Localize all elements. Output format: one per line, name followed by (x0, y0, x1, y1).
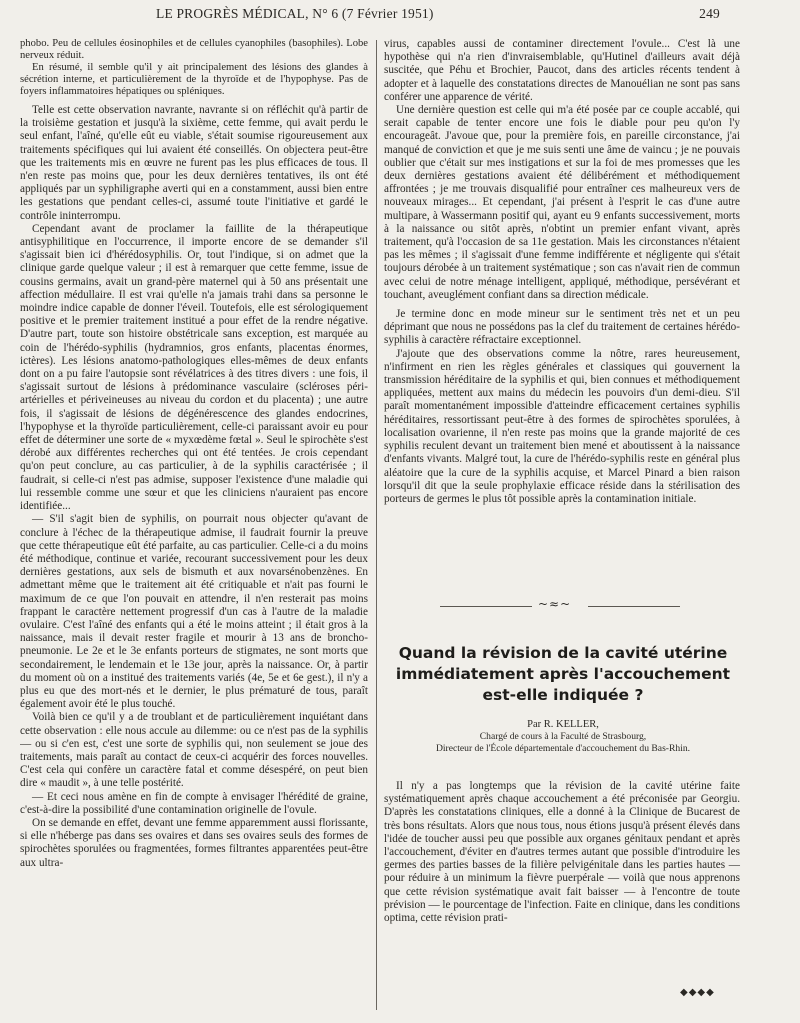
paragraph: Voilà bien ce qu'il y a de troublant et de particulièrement inquiétant dans cette observation : elle nous accule au dilemme: ou ce n'est pas de la syphilis — ou si c'en est, c'est une sorte de syphilis qui, non seulement se joue des traitements, mais paraît au contact de ceux-ci acquérir des forces nouvelles. C'est cela qui confère un caractère fatal et comme désespéré, on peut bien dire « maudit », à une telle postérité. (20, 711, 368, 790)
article-body (384, 780, 740, 925)
affiliation: Directeur de l'École départementale d'accouchement du Bas-Rhin. (435, 743, 691, 754)
paragraph: Cependant avant de proclamer la faillite de la thérapeutique antisyphilitique en l'occurrence, il importe encore de se demander s'il s'agissait bien ici d'hérédosyphilis. Or, tout l'indique, si on admet que la clinique garde quelque valeur ; il est à remarquer que cette femme, issue de cousins germains, avait un grand-père maternel qui à 50 ans présentait une affection médullaire. Il est vrai qu'elle n'a jamais trahi dans sa personne le moindre indice capable de donner l'éveil. Toutefois, elle est sérologiquement positive et le premier traitement institué a pour effet de la rendre négative. D'autre part, toute son histoire obstétricale sans exception, est marquée au coin de l'hérédo-syphilis (hydramnios, gros enfants, placentas énormes, ictères). Les lésions anatomo-pathologiques elles-mêmes de deux enfants dont on a pu faire l'autopsie sont révélatrices à des titres divers : une fois, il s'agissait surtout de lésions à prédominance vasculaire (scléroses péri-artérielles et périveineuses au niveau du cordon et du placenta) ; une autre fois, il s'agissait de lésions de dégénérescence des glandes endocrines, l'hypophyse et la thyroïde particulièrement, celle-ci paraissant avoir eu pour effet de déterminer une sorte de « myxœdème fœtal ». Seul le spirochète s'est dérobé aux différentes recherches qui ont été tentées. Je crois cependant qu'on peut conclure, au cas particulier, à de la syphilis caractérisée ; il faudrait, si celle-ci n'est pas admise, supposer l'existence d'une maladie qui lui ressemble comme une sœur et que les cliniciens n'auraient pas encore identifiée... (20, 222, 368, 513)
title-line: immédiatement après l'accouchement (395, 665, 731, 683)
section-ornament (440, 597, 680, 611)
page-number: 249 (699, 6, 720, 21)
author-name: R. KELLER, (543, 719, 599, 730)
column-divider (376, 40, 377, 1010)
paragraph: Une dernière question est celle qui m'a été posée par ce couple accablé, qui serait capable de tenter encore une fois le diable pour peu qu'on l'y encourageât. J'avoue que, pour la première fois, en pareille circonstance, j'ai manqué de conviction et que je me suis senti une âme de vaincu ; je ne pouvais oublier que c'était sur mes instigations et sur la foi de mes promesses que les deux dernières gestations avaient été délibérément et méthodiquement affrontées ; je me trouvais disqualifié pour entraîner ces malheureux vers de nouveaux mirages... Et cependant, j'ai présent à l'esprit le cas d'une autre multipare, à Wassermann positif qui, ayant eu 9 enfants successivement, morts à la naissance ou sitôt après, n'obtint un premier enfant vivant, après traitement, qu'à l'occasion de sa 11e gestation. Mais les circonstances n'étaient pas les mêmes ; il s'agissait d'une femme indifférente et négligente qui s'était toujours dérobée à un traitement systématique ; son cas n'avait rien de commun avec celui de notre ménage intelligent, appliqué, méthodique, persévérant et touchant, aveuglément confiant dans sa direction médicale. (384, 104, 740, 301)
paragraph: Il n'y a pas longtemps que la révision de la cavité utérine faite systématiquement après chaque accouchement a été préconisée par Georgiu. D'après les constatations cliniques, elle a donné à la Clinique de Bucarest de très bons résultats. Alors que nous tous, nous étions jusqu'à présent élevés dans l'idée de toucher aussi peu que possible aux organes génitaux pendant et après l'accouchement, d'éviter en d'autres termes autant que possible d'introduire les germes des parties basses de la filière pelvigénitale dans les parties hautes — pour réduire à un minimum la fièvre puerpérale — voilà que nous apprenons que cette révision systématique avait fait baisser — à l'encontre de toute prévision — le pourcentage de l'infection. Faite en clinique, dans les conditions optima, cette révision prati- (384, 780, 740, 925)
running-header (26, 6, 720, 28)
affiliation: Chargé de cours à la Faculté de Strasbourg, (479, 731, 647, 742)
paragraph: — S'il s'agit bien de syphilis, on pourrait nous objecter qu'avant de conclure à l'échec de la thérapeutique admise, il faudrait fournir la preuve que cette thérapeutique eût été parfaite, au cas particulier. Celle-ci a du moins été méthodique, continue et variée, recourant successivement pour les deux dernières gestations, aux sels de bismuth et aux novarsénobenzènes. En admettant même que le traitement ait été critiquable et n'ait pas fourni le maximum de ce que l'on pouvait en attendre, il n'en resterait pas moins frappant le caractère nettement progressif d'un cas à l'autre de la maladie ovulaire. C'est l'aîné des enfants qui a été le moins atteint ; il était gros à la naissance, mais il devait rester fragile et mourir à 13 ans de broncho-pneumonie. Le 2e et le 3e enfants porteurs de stigmates, ne sont morts que secondairement, le lendemain et le 13e jour, après la naissance. Or, à partir du moment où on a institué des traitements variés (4e, 5e et 6e gest.), il n'y a plus eu que des mort-nés et le dernier, le plus prématuré de tous, paraît également avoir été le plus touché. (20, 513, 368, 711)
paragraph: On se demande en effet, devant une femme apparemment aussi florissante, si elle n'héberge pas dans ses ovaires et dans ses ovaires seuls des formes de spirochètes sporulées ou fragmentées, formes filtrantes apparentées peut-être aux ultra- (20, 816, 368, 869)
paragraph: En résumé, il semble qu'il y ait principalement des lésions des glandes à sécrétion interne, et particulièrement de la thyroïde et de l'hypophyse. Pas de foyers inflammatoires hépatiques ou spléniques. (20, 62, 368, 97)
byline-prefix: Par (527, 719, 542, 730)
title-line: est-elle indiquée ? (482, 686, 644, 704)
article-title (392, 643, 734, 706)
paragraph: Telle est cette observation navrante, navrante si on réfléchit qu'à partir de la troisième gestation et jusqu'à la sixième, cette femme, qui avait perdu le seul enfant, l'aîné, qu'elle eût eu viable, s'était soumise rigoureusement aux traitements spécifiques qui lui avaient été conseillés. On objectera peut-être que les traitements mis en œuvre ne furent pas les plus efficaces de tous. Il n'en reste pas moins que, pour les deux dernières tentatives, ils ont été appliqués par un syphiligraphe averti qui en a constamment, aussi bien entre les gestations que pendant celles-ci, assumé toute l'initiative et gardé le contrôle ininterrompu. (20, 104, 368, 222)
paragraph: phobo. Peu de cellules éosinophiles et de cellules cyanophiles (basophiles). Lobe nerveux réduit. (20, 38, 368, 61)
ornament-glyph: ~≈~ (538, 597, 572, 611)
paragraph: virus, capables aussi de contaminer directement l'ovule... C'est là une hypothèse qui n'a rien d'invraisemblable, qu'Hutinel d'ailleurs avait déjà suscitée, que Péhu et Brochier, Paucot, dans des articles récents tendent à adopter et à laquelle des constatations directes de Manouélian ne sont pas sans conférer une apparence de vérité. (384, 38, 740, 103)
byline (392, 718, 734, 755)
right-column (384, 38, 740, 598)
title-line: Quand la révision de la cavité utérine (398, 644, 728, 662)
end-mark: ◆◆◆◆ (680, 987, 715, 998)
paragraph: Je termine donc en mode mineur sur le sentiment très net et un peu déprimant que nous ne possédons pas la clef du traitement de certaines hérédo-syphilis à caractère réfractaire exceptionnel. (384, 308, 740, 347)
paragraph: — Et ceci nous amène en fin de compte à envisager l'hérédité de graine, c'est-à-dire la possibilité d'une contamination originelle de l'ovule. (20, 790, 368, 816)
left-column (20, 38, 368, 1013)
journal-title: LE PROGRÈS MÉDICAL, N° 6 (7 Février 1951) (156, 6, 434, 21)
paragraph: J'ajoute que des observations comme la nôtre, rares heureusement, n'infirment en rien les règles générales et classiques qui gouvernent la transmission héréditaire de la syphilis et qui, bien connues et méthodiquement appliquées, mettent aux mains du médecin les pouvoirs d'un demi-dieu. S'il paraît momentanément impossible d'atteindre efficacement certaines syphilis héréditaires, ressortissant peut-être à des formes de spirochètes sporulées, à localisation ovarienne, il n'en reste pas moins que la grande majorité de ces syphilis reculent devant un traitement bien mené et aboutissent à la naissance d'enfants vivants. Malgré tout, la cure de l'hérédo-syphilis reste en général plus aléatoire que la cure de la syphilis acquise, et Marcel Pinard a bien raison lorsqu'il dit que la seule prophylaxie efficace réside dans la stérilisation des porteurs de germes le plus tôt possible après la contamination initiale. (384, 347, 740, 505)
